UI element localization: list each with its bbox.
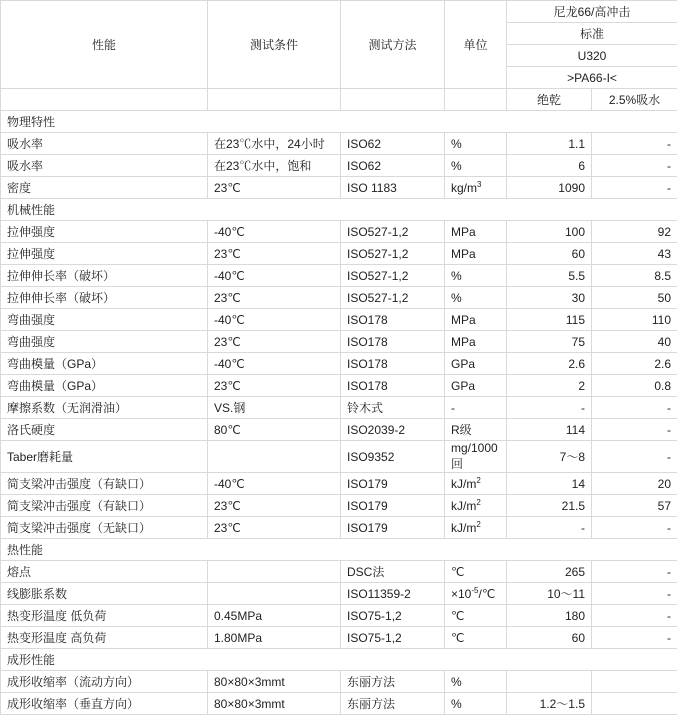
row-unit: % — [445, 287, 507, 309]
row-unit: R级 — [445, 419, 507, 441]
row-value-dry: 60 — [507, 243, 592, 265]
row-value-wet: 0.8 — [592, 375, 677, 397]
row-value-dry: 7〜8 — [507, 441, 592, 473]
row-method: ISO62 — [341, 155, 445, 177]
row-value-wet: - — [592, 397, 677, 419]
row-condition: -40℃ — [208, 265, 341, 287]
row-property: 成形收缩率（流动方向） — [1, 671, 208, 693]
row-value-dry: 75 — [507, 331, 592, 353]
row-property: 简支梁冲击强度（有缺口） — [1, 473, 208, 495]
row-property: 弯曲强度 — [1, 309, 208, 331]
table-row — [1, 177, 677, 199]
table-row — [1, 155, 677, 177]
header-condition: 测试条件 — [208, 1, 341, 89]
table-row — [1, 265, 677, 287]
row-unit: $kJ/m^2$ — [445, 473, 507, 495]
row-property: 成形收缩率（垂直方向） — [1, 693, 208, 715]
row-property: 弯曲强度 — [1, 331, 208, 353]
row-condition: 23℃ — [208, 287, 341, 309]
row-method: 铃木式 — [341, 397, 445, 419]
row-property: 弯曲模量（GPa） — [1, 375, 208, 397]
header-cond-dry: 绝乾 — [507, 89, 592, 111]
row-condition: VS.钢 — [208, 397, 341, 419]
row-value-wet: - — [592, 583, 677, 605]
section-header-row — [1, 199, 677, 221]
row-value-dry: 180 — [507, 605, 592, 627]
row-condition: 23℃ — [208, 495, 341, 517]
section-title: 机械性能 — [1, 199, 677, 221]
row-property: 热变形温度 高负荷 — [1, 627, 208, 649]
row-property: 吸水率 — [1, 155, 208, 177]
row-condition — [208, 583, 341, 605]
row-property: 拉伸强度 — [1, 221, 208, 243]
row-value-dry: 115 — [507, 309, 592, 331]
row-value-dry: 1.2〜1.5 — [507, 693, 592, 715]
row-value-dry: - — [507, 397, 592, 419]
row-property: 密度 — [1, 177, 208, 199]
row-unit: % — [445, 693, 507, 715]
row-condition: -40℃ — [208, 221, 341, 243]
table-row — [1, 605, 677, 627]
row-value-dry — [507, 671, 592, 693]
row-value-wet: - — [592, 133, 677, 155]
table-row — [1, 561, 677, 583]
header-unit: 单位 — [445, 1, 507, 89]
row-value-dry: 2.6 — [507, 353, 592, 375]
row-value-wet: 110 — [592, 309, 677, 331]
header-spacer-condition — [208, 89, 341, 111]
row-method: ISO179 — [341, 495, 445, 517]
row-unit: % — [445, 133, 507, 155]
row-condition: 在23℃水中，饱和 — [208, 155, 341, 177]
row-value-wet: - — [592, 419, 677, 441]
row-unit: $\times 10^{-5}/℃$ — [445, 583, 507, 605]
header-prop: 性能 — [1, 1, 208, 89]
row-property: 吸水率 — [1, 133, 208, 155]
row-condition: 23℃ — [208, 177, 341, 199]
row-value-dry: - — [507, 517, 592, 539]
row-property: 简支梁冲击强度（有缺口） — [1, 495, 208, 517]
row-condition: 23℃ — [208, 243, 341, 265]
row-unit: GPa — [445, 353, 507, 375]
row-value-wet: - — [592, 155, 677, 177]
row-value-dry: 1.1 — [507, 133, 592, 155]
row-property: 弯曲模量（GPa） — [1, 353, 208, 375]
table-row — [1, 375, 677, 397]
row-value-wet — [592, 671, 677, 693]
row-method: ISO75-1,2 — [341, 627, 445, 649]
row-property: Taber磨耗量 — [1, 441, 208, 473]
material-name: 尼龙66/高冲击 — [507, 1, 677, 23]
header-method: 测试方法 — [341, 1, 445, 89]
row-method: ISO527-1,2 — [341, 287, 445, 309]
row-property: 拉伸伸长率（破坏） — [1, 287, 208, 309]
material-code: >PA66-I< — [507, 67, 677, 89]
row-unit: mg/1000回 — [445, 441, 507, 473]
row-unit: GPa — [445, 375, 507, 397]
row-unit: % — [445, 671, 507, 693]
row-value-wet: 40 — [592, 331, 677, 353]
table-row — [1, 221, 677, 243]
material-grade: U320 — [507, 45, 677, 67]
row-value-wet: 20 — [592, 473, 677, 495]
row-method: ISO179 — [341, 517, 445, 539]
row-value-wet: 50 — [592, 287, 677, 309]
table-row — [1, 473, 677, 495]
row-unit: MPa — [445, 331, 507, 353]
table-row — [1, 397, 677, 419]
row-value-dry: 1090 — [507, 177, 592, 199]
row-condition: -40℃ — [208, 309, 341, 331]
table-row — [1, 693, 677, 715]
section-title: 物理特性 — [1, 111, 677, 133]
header-row-conditions — [1, 89, 677, 111]
section-header-row — [1, 649, 677, 671]
row-value-dry: 2 — [507, 375, 592, 397]
header-spacer-unit — [445, 89, 507, 111]
row-condition: 1.80MPa — [208, 627, 341, 649]
row-property: 简支梁冲击强度（无缺口） — [1, 517, 208, 539]
table-row — [1, 495, 677, 517]
row-method: ISO2039-2 — [341, 419, 445, 441]
table-row — [1, 287, 677, 309]
row-method: DSC法 — [341, 561, 445, 583]
row-condition: 0.45MPa — [208, 605, 341, 627]
table-row — [1, 243, 677, 265]
row-property: 热变形温度 低负荷 — [1, 605, 208, 627]
section-title: 成形性能 — [1, 649, 677, 671]
row-method: ISO9352 — [341, 441, 445, 473]
row-method: ISO179 — [341, 473, 445, 495]
row-condition: -40℃ — [208, 473, 341, 495]
row-value-dry: 100 — [507, 221, 592, 243]
header-spacer-method — [341, 89, 445, 111]
table-row — [1, 331, 677, 353]
row-unit: MPa — [445, 309, 507, 331]
row-value-wet: - — [592, 517, 677, 539]
row-unit: $kJ/m^2$ — [445, 517, 507, 539]
table-row — [1, 517, 677, 539]
row-method: ISO527-1,2 — [341, 243, 445, 265]
row-value-dry: 10〜11 — [507, 583, 592, 605]
row-value-dry: 6 — [507, 155, 592, 177]
row-method: ISO62 — [341, 133, 445, 155]
row-value-dry: 265 — [507, 561, 592, 583]
row-method: ISO178 — [341, 331, 445, 353]
header-cond-wet: 2.5%吸水 — [592, 89, 677, 111]
section-header-row — [1, 111, 677, 133]
row-condition: 23℃ — [208, 375, 341, 397]
section-title: 热性能 — [1, 539, 677, 561]
row-value-dry: 60 — [507, 627, 592, 649]
row-unit: MPa — [445, 221, 507, 243]
row-value-wet: - — [592, 627, 677, 649]
row-method: ISO178 — [341, 375, 445, 397]
row-method: ISO 1183 — [341, 177, 445, 199]
table-row — [1, 583, 677, 605]
row-value-dry: 30 — [507, 287, 592, 309]
row-condition: 23℃ — [208, 331, 341, 353]
table-row — [1, 353, 677, 375]
row-condition — [208, 441, 341, 473]
row-method: ISO527-1,2 — [341, 265, 445, 287]
table-row — [1, 133, 677, 155]
row-unit: $kJ/m^2$ — [445, 495, 507, 517]
row-unit: - — [445, 397, 507, 419]
row-condition — [208, 561, 341, 583]
row-method: ISO178 — [341, 353, 445, 375]
row-value-wet: 2.6 — [592, 353, 677, 375]
row-method: 东丽方法 — [341, 671, 445, 693]
row-condition: 23℃ — [208, 517, 341, 539]
row-unit: % — [445, 265, 507, 287]
row-value-wet: - — [592, 441, 677, 473]
header-spacer-prop — [1, 89, 208, 111]
row-value-wet — [592, 693, 677, 715]
row-condition: 80×80×3mmt — [208, 671, 341, 693]
row-property: 摩擦系数（无润滑油） — [1, 397, 208, 419]
row-value-wet: 57 — [592, 495, 677, 517]
row-property: 洛氏硬度 — [1, 419, 208, 441]
row-method: 东丽方法 — [341, 693, 445, 715]
row-property: 拉伸强度 — [1, 243, 208, 265]
row-unit: MPa — [445, 243, 507, 265]
row-unit: $kg/m^3$ — [445, 177, 507, 199]
row-unit: % — [445, 155, 507, 177]
material-standard: 标准 — [507, 23, 677, 45]
row-method: ISO178 — [341, 309, 445, 331]
row-property: 熔点 — [1, 561, 208, 583]
row-value-wet: - — [592, 177, 677, 199]
row-value-wet: - — [592, 605, 677, 627]
row-condition: -40℃ — [208, 353, 341, 375]
row-value-wet: 43 — [592, 243, 677, 265]
row-value-dry: 14 — [507, 473, 592, 495]
section-header-row — [1, 539, 677, 561]
row-method: ISO527-1,2 — [341, 221, 445, 243]
row-property: 线膨胀系数 — [1, 583, 208, 605]
row-unit: ℃ — [445, 561, 507, 583]
row-value-wet: 8.5 — [592, 265, 677, 287]
header-row-material-title — [1, 1, 677, 23]
row-method: ISO11359-2 — [341, 583, 445, 605]
row-condition: 在23℃水中，24小时 — [208, 133, 341, 155]
row-value-dry: 21.5 — [507, 495, 592, 517]
row-value-dry: 114 — [507, 419, 592, 441]
table-row — [1, 627, 677, 649]
table-row — [1, 441, 677, 473]
table-row — [1, 671, 677, 693]
row-value-wet: 92 — [592, 221, 677, 243]
row-unit: ℃ — [445, 605, 507, 627]
row-value-wet: - — [592, 561, 677, 583]
row-property: 拉伸伸长率（破坏） — [1, 265, 208, 287]
row-value-dry: 5.5 — [507, 265, 592, 287]
row-condition: 80℃ — [208, 419, 341, 441]
row-unit: ℃ — [445, 627, 507, 649]
row-method: ISO75-1,2 — [341, 605, 445, 627]
table-row — [1, 419, 677, 441]
row-condition: 80×80×3mmt — [208, 693, 341, 715]
table-row — [1, 309, 677, 331]
